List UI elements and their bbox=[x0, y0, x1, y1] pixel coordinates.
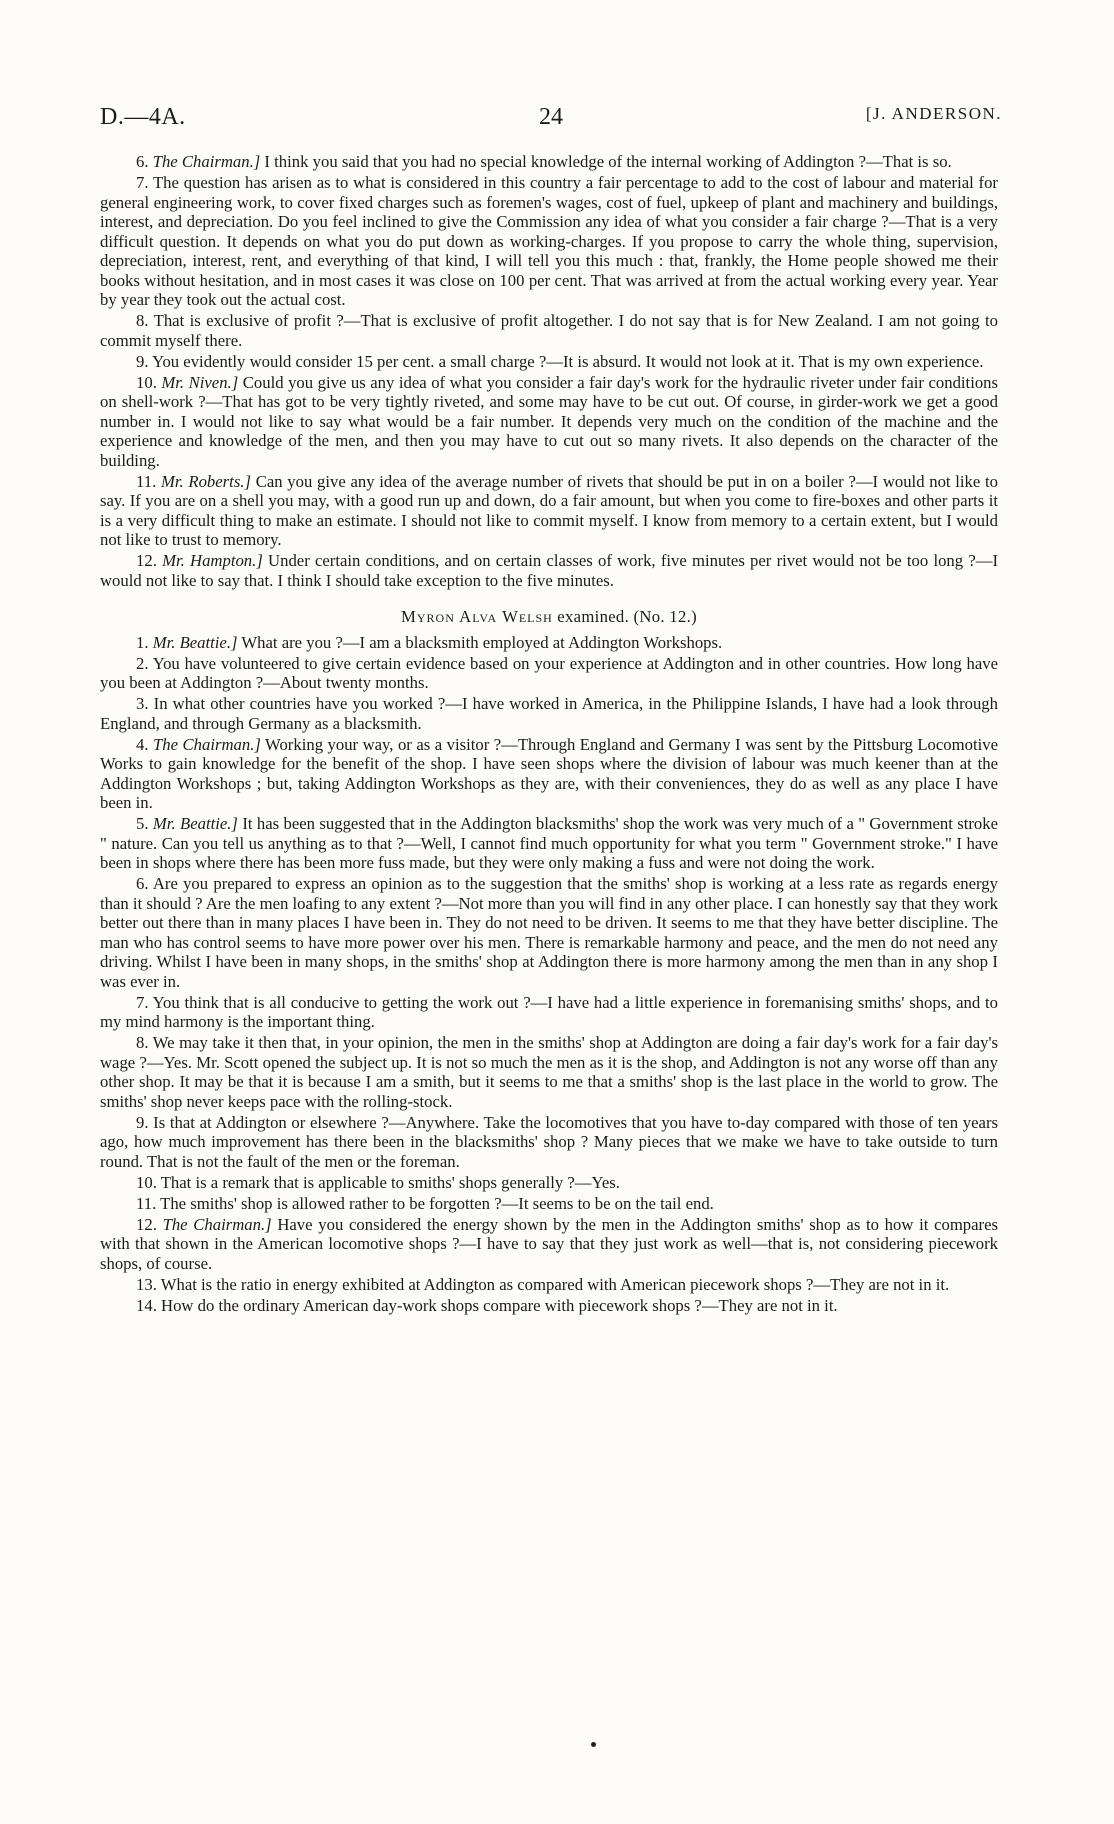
question-paragraph bbox=[100, 633, 998, 653]
question-text: Working your way, or as a visitor ?—Through England and Germany I was sent by the Pittsburg Locomotive Works to gain knowledge for the benefit of the shop. I have seen shops where the division of labour was much keener than at the Addington Workshops ; but, taking Addington Workshops as they are, with their conveniences, they do as well as any place I have been in. bbox=[100, 734, 998, 812]
question-text: Under certain conditions, and on certain classes of work, five minutes per rivet would not be too long ?—I would not like to say that. I think I should take exception to the five minutes. bbox=[100, 551, 998, 590]
question-number: 14. bbox=[136, 1295, 157, 1315]
question-text: How do the ordinary American day-work shops compare with piecework shops ?—They are not in it. bbox=[156, 1295, 838, 1315]
question-text: You evidently would consider 15 per cent. a small charge ?—It is absurd. It would not look at it. That is my own experience. bbox=[148, 351, 984, 371]
question-paragraph bbox=[100, 654, 998, 693]
testimony-section-anderson bbox=[100, 152, 998, 590]
question-paragraph bbox=[100, 874, 998, 991]
question-text: You think that is all conducive to getting the work out ?—I have had a little experience in foremanising smiths' shops, and to my mind harmony is the important thing. bbox=[100, 992, 998, 1031]
question-text: That is a remark that is applicable to smiths' shops generally ?—Yes. bbox=[156, 1172, 620, 1192]
question-paragraph bbox=[100, 373, 998, 471]
question-number: 5. bbox=[136, 814, 149, 833]
question-paragraph bbox=[100, 1113, 998, 1172]
question-number: 1. bbox=[136, 632, 149, 652]
question-text: Can you give any idea of the average number of rivets that should be put in on a boiler ?—I would not like to say. If you are on a shell you may, with a good run up and down, do a fair amount, but when you come to fire-boxes and other parts it is a very difficult thing to make an estimate. I should not like to commit myself. I know from memory to a certain extent, but I would not like to trust to memory. bbox=[100, 471, 998, 549]
question-text: What are you ?—I am a blacksmith employed at Addington Workshops. bbox=[237, 632, 723, 652]
question-paragraph bbox=[100, 1275, 998, 1295]
question-paragraph bbox=[100, 1215, 998, 1274]
speaker-name: The Chairman.] bbox=[152, 152, 261, 171]
question-number: 3. bbox=[136, 694, 149, 713]
ink-dot bbox=[591, 1742, 596, 1747]
speaker-name: The Chairman.] bbox=[153, 734, 261, 754]
speaker-name: Mr. Beattie.] bbox=[152, 632, 238, 652]
question-text: You have volunteered to give certain evidence based on your experience at Addington and in other countries. How long have you been at Addington ?—About twenty months. bbox=[100, 653, 998, 692]
question-paragraph bbox=[100, 694, 998, 733]
question-text: Is that at Addington or elsewhere ?—Anywhere. Take the locomotives that you have to-day compared with those of ten years ago, how much improvement has there been in the blacksmiths' shop ? Many pieces that we make we have to take outside to turn round. That is not the fault of the men or the foreman. bbox=[100, 1112, 998, 1171]
question-number: 2. bbox=[136, 653, 149, 673]
question-paragraph bbox=[100, 472, 998, 550]
question-number: 7. bbox=[136, 173, 149, 192]
question-number: 8. bbox=[136, 1033, 149, 1052]
question-text: The question has arisen as to what is considered in this country a fair percentage to add to the cost of labour and material for general engineering work, to cover fixed charges such as foremen's wages, cost of fuel, upkeep of plant and machinery and buildings, interest, and depreciation. Do you feel inclined to give the Commission any idea of what you consider a fair charge ?—That is a very difficult question. It depends on what you do put down as working-charges. If you propose to carry the whole thing, supervision, depreciation, interest, rent, and everything of that kind, I will tell you this much : that, frankly, the Home people showed me their books without hesitation, and in most cases it was close on 100 per cent. That was arrived at from the actual working every year. Year by year they took out the actual cost. bbox=[100, 173, 998, 309]
witness-running-head: [J. ANDERSON. bbox=[865, 104, 1002, 123]
question-paragraph bbox=[100, 993, 998, 1032]
question-number: 11. bbox=[136, 471, 157, 491]
page-number: 24 bbox=[539, 104, 563, 130]
question-number: 7. bbox=[136, 992, 149, 1012]
question-number: 12. bbox=[136, 1214, 157, 1234]
question-paragraph bbox=[100, 814, 998, 873]
question-number: 11. bbox=[136, 1193, 157, 1213]
question-paragraph bbox=[100, 1033, 998, 1111]
question-text: We may take it then that, in your opinion, the men in the smiths' shop at Addington are doing a fair day's work for a fair day's wage ?—Yes. Mr. Scott opened the subject up. It is not so much the men as it is the shop, and Addington is not any worse off than any other shop. It may be that it is because I am a smith, but it seems to me that a smiths' shop is the last place in the world to grow. The smiths' shop never keeps pace with the rolling-stock. bbox=[100, 1033, 998, 1111]
question-text: It has been suggested that in the Addington blacksmiths' shop the work was very much of a " Government stroke " nature. Can you tell us anything as to that ?—Well, I cannot find much opportunity for what you term " Government stroke." I have been in shops where there has been more fuss made, but they were only making a fuss and were not doing the work. bbox=[100, 814, 999, 872]
witness-heading bbox=[100, 607, 998, 627]
question-text: What is the ratio in energy exhibited at Addington as compared with American piecework shops ?—They are not in it. bbox=[156, 1274, 950, 1294]
question-number: 6. bbox=[136, 874, 149, 893]
question-paragraph bbox=[100, 173, 998, 310]
question-paragraph bbox=[100, 152, 998, 172]
question-number: 13. bbox=[136, 1274, 157, 1294]
speaker-name: Mr. Hampton.] bbox=[162, 551, 263, 570]
question-text: That is exclusive of profit ?—That is exclusive of profit altogether. I do not say that is for New Zealand. I am not going to commit myself there. bbox=[100, 311, 998, 350]
question-number: 10. bbox=[136, 372, 157, 392]
question-number: 6. bbox=[136, 152, 149, 171]
question-paragraph bbox=[100, 352, 998, 372]
speaker-name: The Chairman.] bbox=[162, 1214, 272, 1234]
witness-name: Myron Alva Welsh bbox=[401, 607, 553, 626]
question-number: 10. bbox=[136, 1172, 157, 1192]
question-paragraph bbox=[100, 1296, 998, 1316]
question-paragraph bbox=[100, 311, 998, 350]
question-number: 9. bbox=[136, 351, 149, 371]
question-text: Could you give us any idea of what you consider a fair day's work for the hydraulic riveter under fair conditions on shell-work ?—That has got to be very tightly riveted, and some may have to be cut out. Of course, in girder-work we get a good number in. I would not like to say what would be a fair number. It depends very much on the condition of the machine and the experience and knowledge of the men, and then you may have to cut out so many rivets. It also depends on the character of the building. bbox=[100, 372, 999, 470]
document-reference: D.—4A. bbox=[100, 104, 186, 130]
question-text: The smiths' shop is allowed rather to be forgotten ?—It seems to be on the tail end. bbox=[156, 1193, 714, 1213]
question-paragraph bbox=[100, 1194, 998, 1214]
speaker-name: Mr. Beattie.] bbox=[152, 814, 238, 833]
document-body bbox=[100, 152, 998, 1315]
question-number: 12. bbox=[136, 551, 157, 570]
question-text: I think you said that you had no special knowledge of the internal working of Addington ?—That is so. bbox=[260, 152, 952, 171]
speaker-name: Mr. Roberts.] bbox=[160, 471, 251, 491]
question-number: 4. bbox=[136, 734, 149, 754]
witness-heading-rest: examined. (No. 12.) bbox=[552, 607, 697, 626]
page-header bbox=[100, 104, 1002, 138]
question-number: 8. bbox=[136, 311, 149, 330]
question-text: In what other countries have you worked ?—I have worked in America, in the Philippine Islands, I have had a look through England, and through Germany as a blacksmith. bbox=[100, 694, 998, 733]
question-text: Have you considered the energy shown by the men in the Addington smiths' shop as to how it compares with that shown in the American locomotive shops ?—I have to say that they just work as well—that is, not considering piecework shops, of course. bbox=[100, 1214, 999, 1273]
question-text: Are you prepared to express an opinion as to the suggestion that the smiths' shop is working at a less rate as regards energy than it should ? Are the men loafing to any extent ?—Not more than you will find in any other place. I can honestly say that they work better out there than in many places I have been in. They do not need to be driven. It seems to me that they have better discipline. The man who has control seems to have more power over his men. There is remarkable harmony and peace, and the men do not need any driving. Whilst I have been in many shops, in the smiths' shop at Addington there is more harmony among the men than in any shop I was ever in. bbox=[100, 874, 998, 991]
question-paragraph bbox=[100, 735, 998, 813]
question-paragraph bbox=[100, 551, 998, 590]
question-number: 9. bbox=[136, 1112, 149, 1132]
speaker-name: Mr. Niven.] bbox=[161, 372, 239, 392]
testimony-section-welsh bbox=[100, 633, 998, 1316]
question-paragraph bbox=[100, 1173, 998, 1193]
